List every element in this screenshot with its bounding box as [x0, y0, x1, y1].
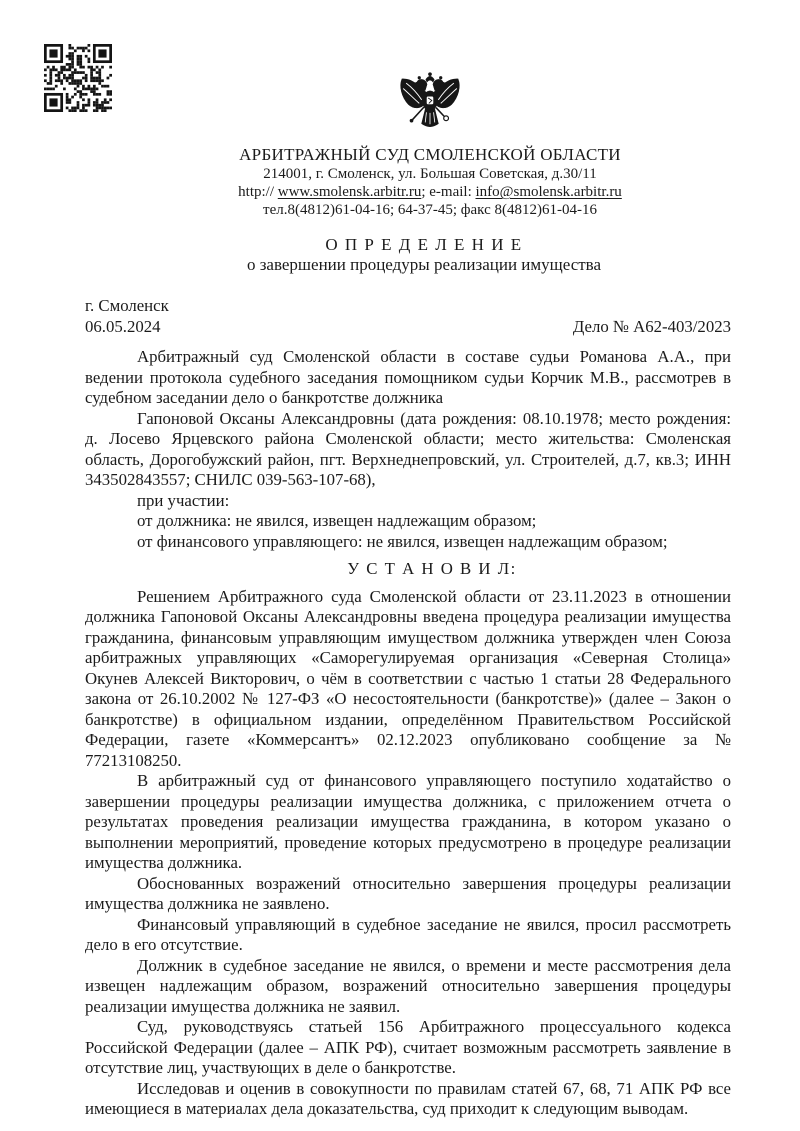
court-phone-line: тел.8(4812)61-04-16; 64-37-45; факс 8(4812)61-04-16 — [263, 202, 597, 218]
document-title: О П Р Е Д Е Л Е Н И Е — [325, 235, 523, 254]
participation-label: при участии: — [137, 490, 230, 510]
document-date: 06.05.2024 — [85, 316, 161, 336]
court-web-line — [60, 183, 800, 201]
city-line: г. Смоленск — [85, 296, 169, 315]
document-body — [0, 296, 800, 1120]
established-section — [85, 587, 731, 1120]
established-paragraph: Исследовав и оценив в совокупности по правилам статей 67, 68, 71 АПК РФ все имеющиеся в материалах дела доказательства, суд приходит к следующим выводам. — [85, 1078, 731, 1118]
http-prefix: http:// — [238, 184, 278, 200]
intro-paragraph-debtor-details: Гапоновой Оксаны Александровны (дата рождения: 08.10.1978; место рождения: д. Лосево Ярцевского района Смоленской области; место жительства: Смоленская область, Дорогобужский район, пгт. Верхнеднепровский, ул. Строителей, д.7, кв.3; ИНН 343502843557; СНИЛС 039-563-107-68), — [85, 408, 731, 489]
qr-code-icon — [44, 44, 112, 112]
court-address: 214001, г. Смоленск, ул. Большая Советская, д.30/11 — [263, 166, 597, 182]
court-name: АРБИТРАЖНЫЙ СУД СМОЛЕНСКОЙ ОБЛАСТИ — [239, 145, 621, 164]
court-website-link: www.smolensk.arbitr.ru — [277, 184, 422, 200]
established-paragraph: В арбитражный суд от финансового управляющего поступило ходатайство о завершении процедуры реализации имущества должника, с приложением отчета о результатах проведения реализации имущества гражданина, в котором указано о выполнении мероприятий, проведение которых предусмотрено в процедуре реализации имущества должника. — [85, 771, 731, 872]
email-label: ; e-mail: — [421, 184, 476, 200]
intro-paragraph-court-composition: Арбитражный суд Смоленской области в составе судьи Романова А.А., при ведении протокола судебного заседания помощником судьи Корчик М.В., рассмотрев в судебном заседании дело о банкротстве должника — [85, 347, 731, 407]
document-subtitle: о завершении процедуры реализации имущества — [246, 255, 602, 274]
intro-section — [85, 347, 731, 552]
russia-coat-of-arms-icon — [394, 70, 466, 132]
case-number: Дело № А62-403/2023 — [572, 316, 731, 336]
established-heading: У С Т А Н О В И Л: — [347, 559, 517, 578]
established-paragraph: Финансовый управляющий в судебное заседание не явился, просил рассмотреть дело в его отсутствие. — [85, 914, 731, 954]
letterhead — [60, 0, 800, 219]
established-paragraph: Должник в судебное заседание не явился, о времени и месте рассмотрения дела извещен надлежащим образом, возражений относительно завершения процедуры реализации имущества должника не заявил. — [85, 955, 731, 1016]
participation-debtor-line: от должника: не явился, извещен надлежащим образом; — [137, 511, 537, 530]
participation-manager-line: от финансового управляющего: не явился, извещен надлежащим образом; — [137, 531, 668, 551]
established-paragraph: Решением Арбитражного суда Смоленской области от 23.11.2023 в отношении должника Гапоновой Оксаны Александровны введена процедура реализации имущества гражданина, финансовым управляющим имуществом должника утвержден член Союза арбитражных управляющих «Саморегулируемая организация «Северная Столица» Окунев Алексей Викторович, о чём в соответствии с частью 1 статьи 28 Федерального закона от 26.10.2002 № 127-ФЗ «О несостоятельности (банкротстве)» (далее – Закон о банкротстве) в официальном издании, определённом Правительством Российской Федерации, газете «Коммерсантъ» 02.12.2023 опубликовано сообщение за № 77213108250. — [85, 586, 731, 770]
date-case-row — [85, 317, 731, 338]
court-email-link: info@smolensk.arbitr.ru — [475, 184, 622, 200]
established-paragraph: Суд, руководствуясь статьей 156 Арбитражного процессуального кодекса Российской Федерации (далее – АПК РФ), считает возможным рассмотреть заявление в отсутствие лиц, участвующих в деле о банкротстве. — [85, 1017, 731, 1077]
established-paragraph: Обоснованных возражений относительно завершения процедуры реализации имущества должника не заявлено. — [85, 873, 731, 913]
